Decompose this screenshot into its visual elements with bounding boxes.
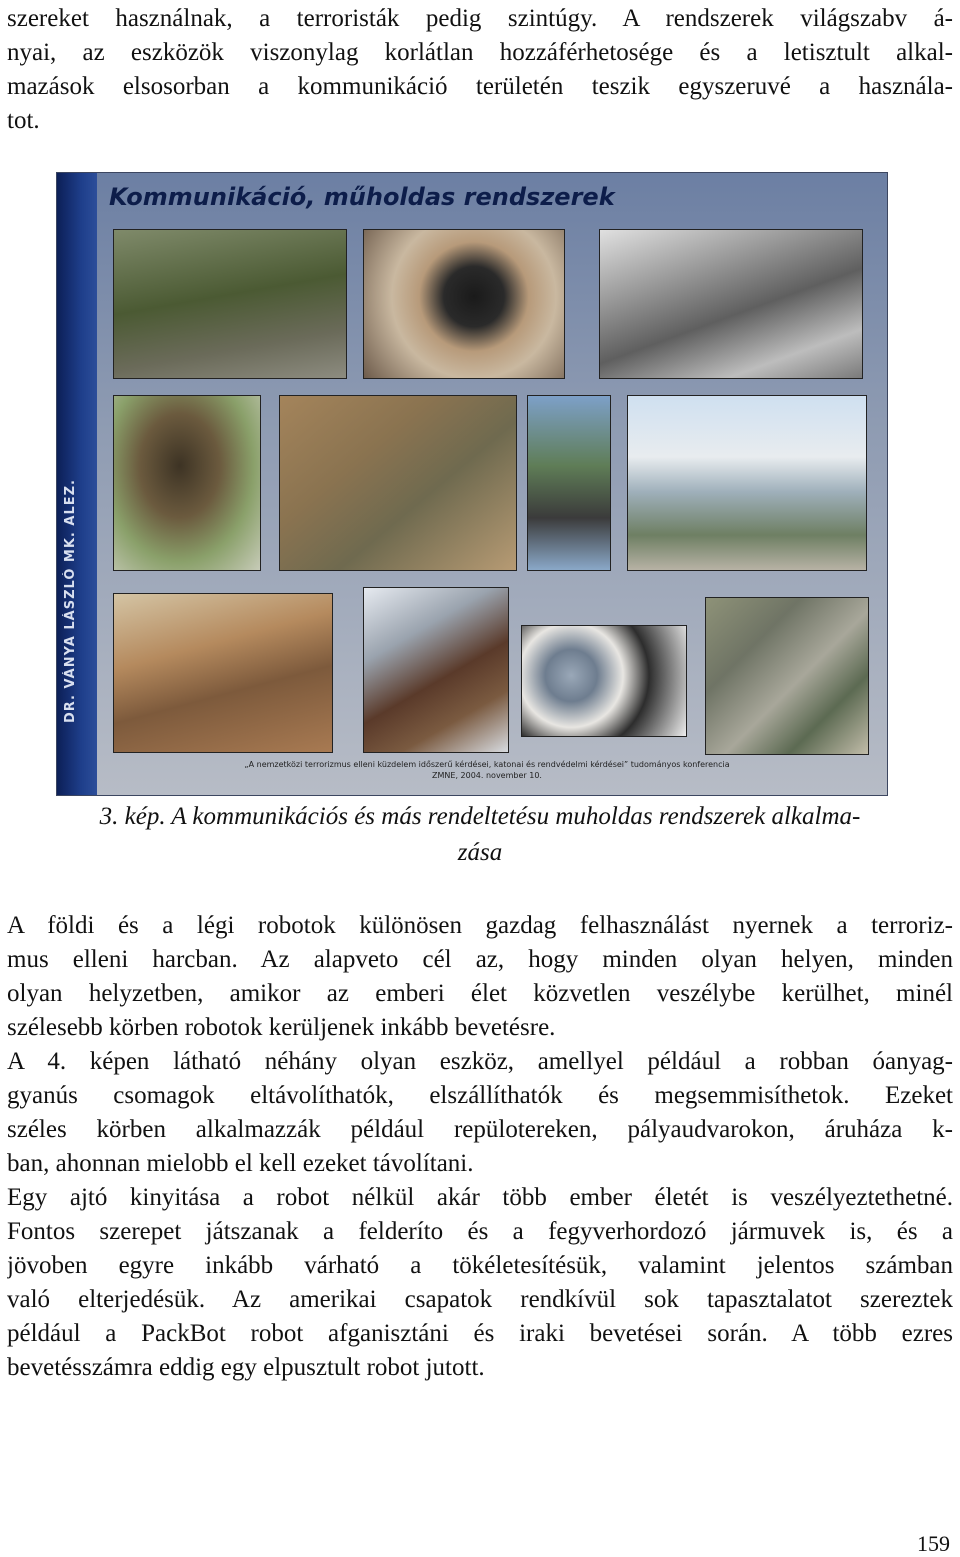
body-line: szélesebb körben robotok kerüljenek inkább bevetésre. bbox=[7, 1014, 556, 1041]
figure-sidebar bbox=[57, 173, 97, 796]
footnote-line: ZMNE, 2004. november 10. bbox=[432, 771, 542, 780]
photo-bearded-man-radio bbox=[113, 395, 261, 571]
body-line: gyanús csomagok eltávolíthatók, elszállíthatók és megsemmisíthetok. Ezeket bbox=[7, 1082, 953, 1109]
page-number: 159 bbox=[917, 1531, 950, 1556]
body-line: olyan helyzetben, amikor az emberi élet közvetlen veszélybe kerülhet, minél bbox=[7, 980, 953, 1007]
photo-satellite-dish-workers bbox=[627, 395, 867, 571]
body-line: mus elleni harcban. Az alapveto cél az, hogy minden olyan helyen, minden bbox=[7, 946, 953, 973]
intro-line: nyai, az eszközök viszonylag korlátlan hozzáférhetosége és a letisztult alkal- bbox=[7, 39, 953, 66]
footnote-line: „A nemzetközi terrorizmus elleni küzdelem időszerű kérdései, katonai és rendvédelmi kérdései” tudományos konferencia bbox=[244, 760, 730, 769]
body-line: bevetésszámra eddig egy elpusztult robot jutott. bbox=[7, 1354, 485, 1381]
figure-title: Kommunikáció, műholdas rendszerek bbox=[109, 183, 615, 211]
body-text bbox=[7, 909, 953, 1385]
photo-soldiers-antenna bbox=[113, 229, 347, 379]
collage-figure bbox=[56, 172, 888, 796]
photo-soldiers-field bbox=[113, 593, 333, 753]
body-line: A 4. képen látható néhány olyan eszköz, amellyel például a robban óanyag- bbox=[7, 1048, 953, 1075]
body-line: Fontos szerepet játszanak a felderíto és a fegyverhordozó jármuvek is, és a bbox=[7, 1218, 953, 1245]
intro-line: tot. bbox=[7, 107, 40, 134]
intro-line: mazások elsosorban a kommunikáció területén teszik egyszeruvé a használa- bbox=[7, 73, 953, 100]
intro-line: szereket használnak, a terroristák pedig szintúgy. A rendszerek világszabv á- bbox=[7, 5, 953, 32]
photo-satellite-aerial bbox=[705, 597, 869, 755]
figure-footnote bbox=[137, 759, 837, 781]
photo-masked-man-phone bbox=[363, 229, 565, 379]
photo-satellite-phone bbox=[527, 395, 611, 571]
caption-line: zása bbox=[457, 839, 503, 866]
body-line: A földi és a légi robotok különösen gazdag felhasználást nyernek a terroriz- bbox=[7, 912, 953, 939]
body-line: való elterjedésük. Az amerikai csapatok rendkívül sok tapasztalatot szereztek bbox=[7, 1286, 953, 1313]
photo-phones-devices bbox=[521, 625, 687, 737]
photo-satellite-terrain bbox=[599, 229, 863, 379]
sidebar-author-text: DR. VÁNYA LÁSZLÓ MK. ALEZ. bbox=[63, 479, 78, 723]
body-line: Egy ajtó kinyitása a robot nélkül akár több ember életét is veszélyeztethetné. bbox=[7, 1184, 953, 1211]
body-line: ban, ahonnan mielobb el kell ezeket távolítani. bbox=[7, 1150, 474, 1177]
body-line: jövoben egyre inkább várható a tökéletesítésük, valamint jelentos számban bbox=[7, 1252, 953, 1279]
body-line: széles körben alkalmazzák például repülotereken, pályaudvarokon, áruháza k- bbox=[7, 1116, 953, 1143]
figure-caption bbox=[0, 799, 960, 871]
photo-soldier-equipment bbox=[279, 395, 517, 571]
caption-line: 3. kép. A kommunikációs és más rendeltetésu muholdas rendszerek alkalma- bbox=[99, 803, 861, 830]
intro-paragraph bbox=[7, 2, 953, 138]
photo-antenna-mast bbox=[363, 587, 509, 753]
body-line: például a PackBot robot afganisztáni és iraki bevetései során. A több ezres bbox=[7, 1320, 953, 1347]
